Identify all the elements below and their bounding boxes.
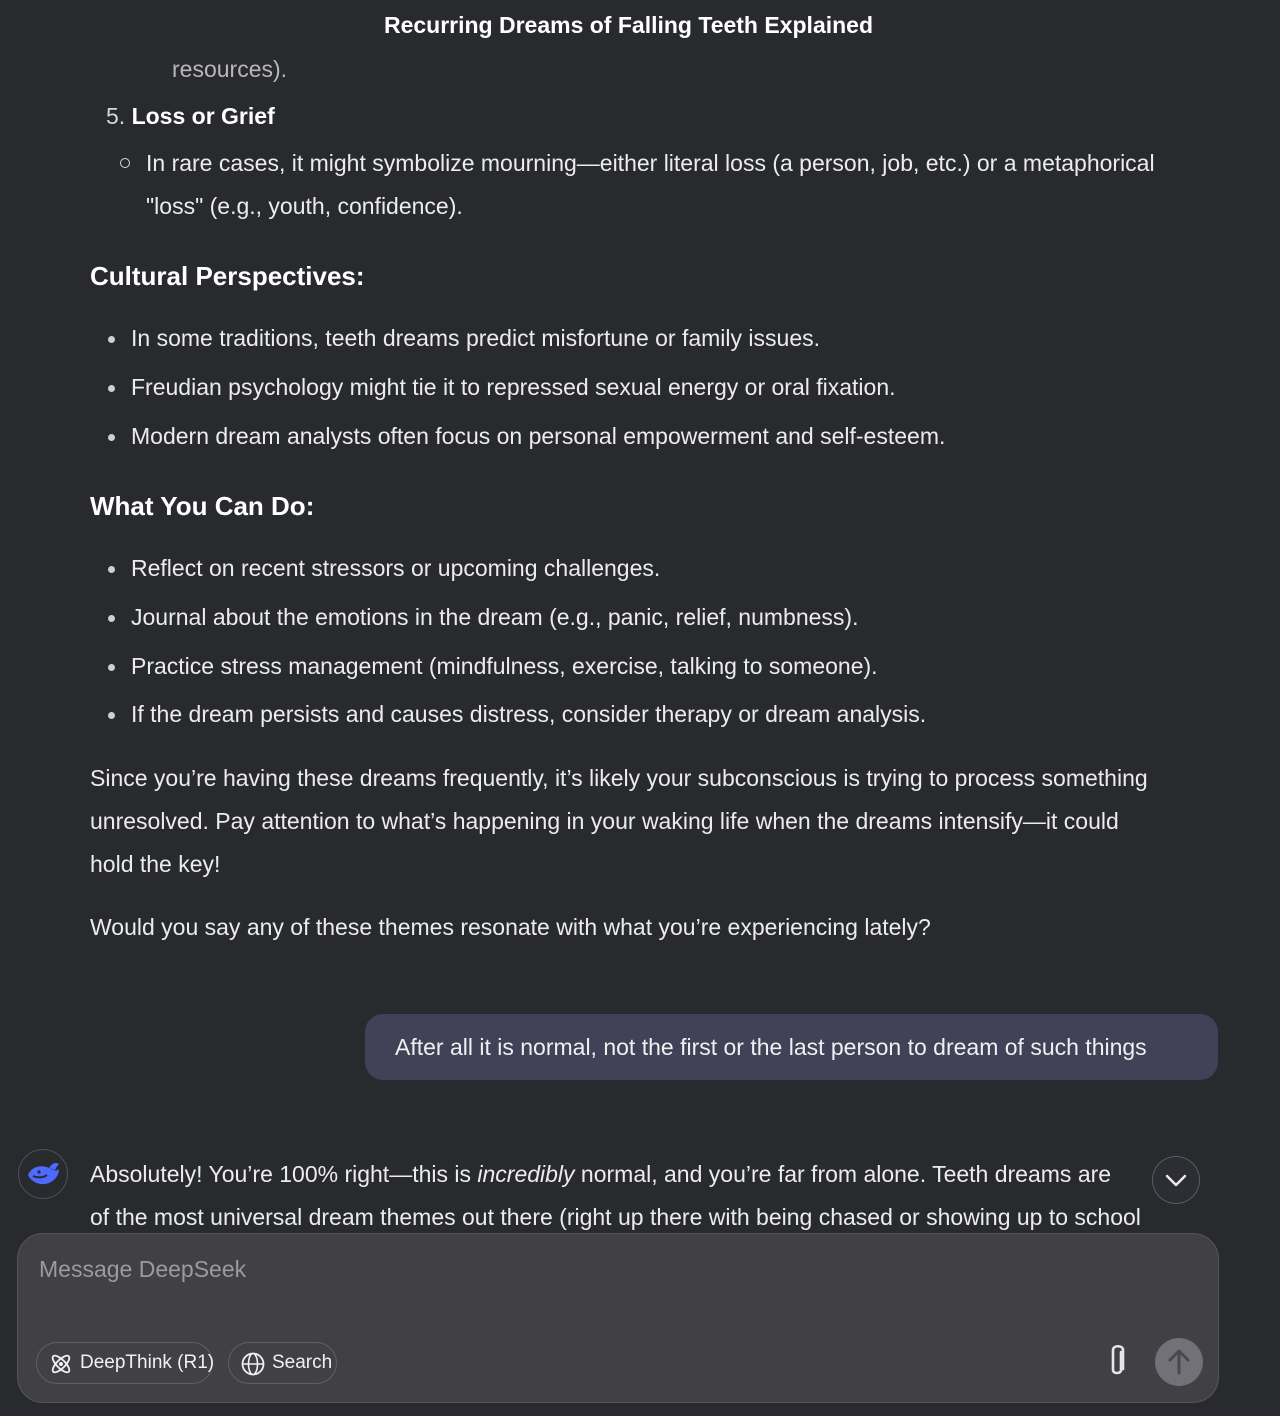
list-item [131, 645, 878, 688]
list-item [131, 547, 660, 590]
paragraph-line: unresolved. Pay attention to what’s happening in your waking life when the dreams intensify—it could [90, 808, 1119, 834]
arrow-up-icon [1155, 1338, 1203, 1386]
user-message-bubble [365, 1014, 1218, 1080]
reply-text: Absolutely! You’re 100% right—this is [90, 1161, 478, 1187]
bullet-icon [108, 712, 115, 719]
list-item [131, 693, 926, 736]
paragraph: Would you say any of these themes resonate with what you’re experiencing lately? [90, 914, 931, 940]
list-item [131, 415, 945, 458]
sub-bullet-line: "loss" (e.g., youth, confidence). [146, 193, 463, 219]
numbered-list-item [106, 95, 275, 138]
list-item [131, 366, 896, 409]
bullet-icon [108, 664, 115, 671]
list-item-heading: Loss or Grief [131, 103, 275, 129]
globe-icon [240, 1351, 266, 1377]
bullet-icon [108, 336, 115, 343]
assistant-reply-line: of the most universal dream themes out there (right up there with being chased or showing up to school [90, 1204, 1141, 1230]
paragraph-line: hold the key! [90, 851, 221, 877]
bullet-icon [108, 385, 115, 392]
search-toggle[interactable] [228, 1342, 337, 1384]
list-item-text: Reflect on recent stressors or upcoming challenges. [131, 555, 661, 581]
section-heading: What You Can Do: [90, 491, 315, 521]
sub-bullet-line: In rare cases, it might symbolize mourning—either literal loss (a person, job, etc.) or a metaphorical [146, 150, 1155, 176]
faded-text-line: resources). [172, 56, 288, 82]
section-heading: Cultural Perspectives: [90, 261, 365, 291]
paragraph [90, 757, 1210, 886]
attach-file-button[interactable] [1099, 1342, 1135, 1382]
send-button[interactable] [1155, 1338, 1203, 1386]
scroll-to-bottom-button[interactable] [1152, 1156, 1200, 1204]
assistant-avatar [18, 1149, 68, 1199]
list-item-text: Practice stress management (mindfulness, exercise, talking to someone). [131, 653, 878, 679]
paragraph-line: Since you’re having these dreams frequently, it’s likely your subconscious is trying to process something [90, 765, 1148, 791]
deepthink-label: DeepThink (R1) [80, 1352, 215, 1373]
list-item-text: Freudian psychology might tie it to repressed sexual energy or oral fixation. [131, 374, 896, 400]
list-item-text: If the dream persists and causes distress, consider therapy or dream analysis. [131, 701, 927, 727]
chevron-down-icon [1153, 1157, 1199, 1203]
deepseek-whale-icon [19, 1150, 67, 1198]
atom-icon [48, 1351, 74, 1377]
hollow-bullet-icon [120, 158, 130, 168]
list-item-text: In some traditions, teeth dreams predict misfortune or family issues. [131, 325, 821, 351]
assistant-reply-line [90, 1153, 1200, 1196]
sub-bullet-item [146, 142, 1206, 228]
message-input[interactable]: Message DeepSeek [39, 1256, 247, 1282]
list-item [131, 317, 820, 360]
list-number: 5. [106, 103, 126, 129]
message-composer [17, 1233, 1219, 1403]
bullet-icon [108, 615, 115, 622]
reply-text: normal, and you’re far from alone. Teeth dreams are [574, 1161, 1112, 1187]
paperclip-icon [1099, 1342, 1135, 1382]
conversation-title: Recurring Dreams of Falling Teeth Explained [383, 12, 874, 38]
list-item-text: Journal about the emotions in the dream (e.g., panic, relief, numbness). [131, 604, 859, 630]
list-item-text: Modern dream analysts often focus on personal empowerment and self-esteem. [131, 423, 946, 449]
search-label: Search [272, 1352, 333, 1373]
list-item [131, 596, 858, 639]
bullet-icon [108, 566, 115, 573]
deepthink-toggle[interactable] [36, 1342, 213, 1384]
reply-emphasis: incredibly [477, 1161, 575, 1187]
bullet-icon [108, 434, 115, 441]
user-message-text: After all it is normal, not the first or the last person to dream of such things [395, 1034, 1147, 1060]
